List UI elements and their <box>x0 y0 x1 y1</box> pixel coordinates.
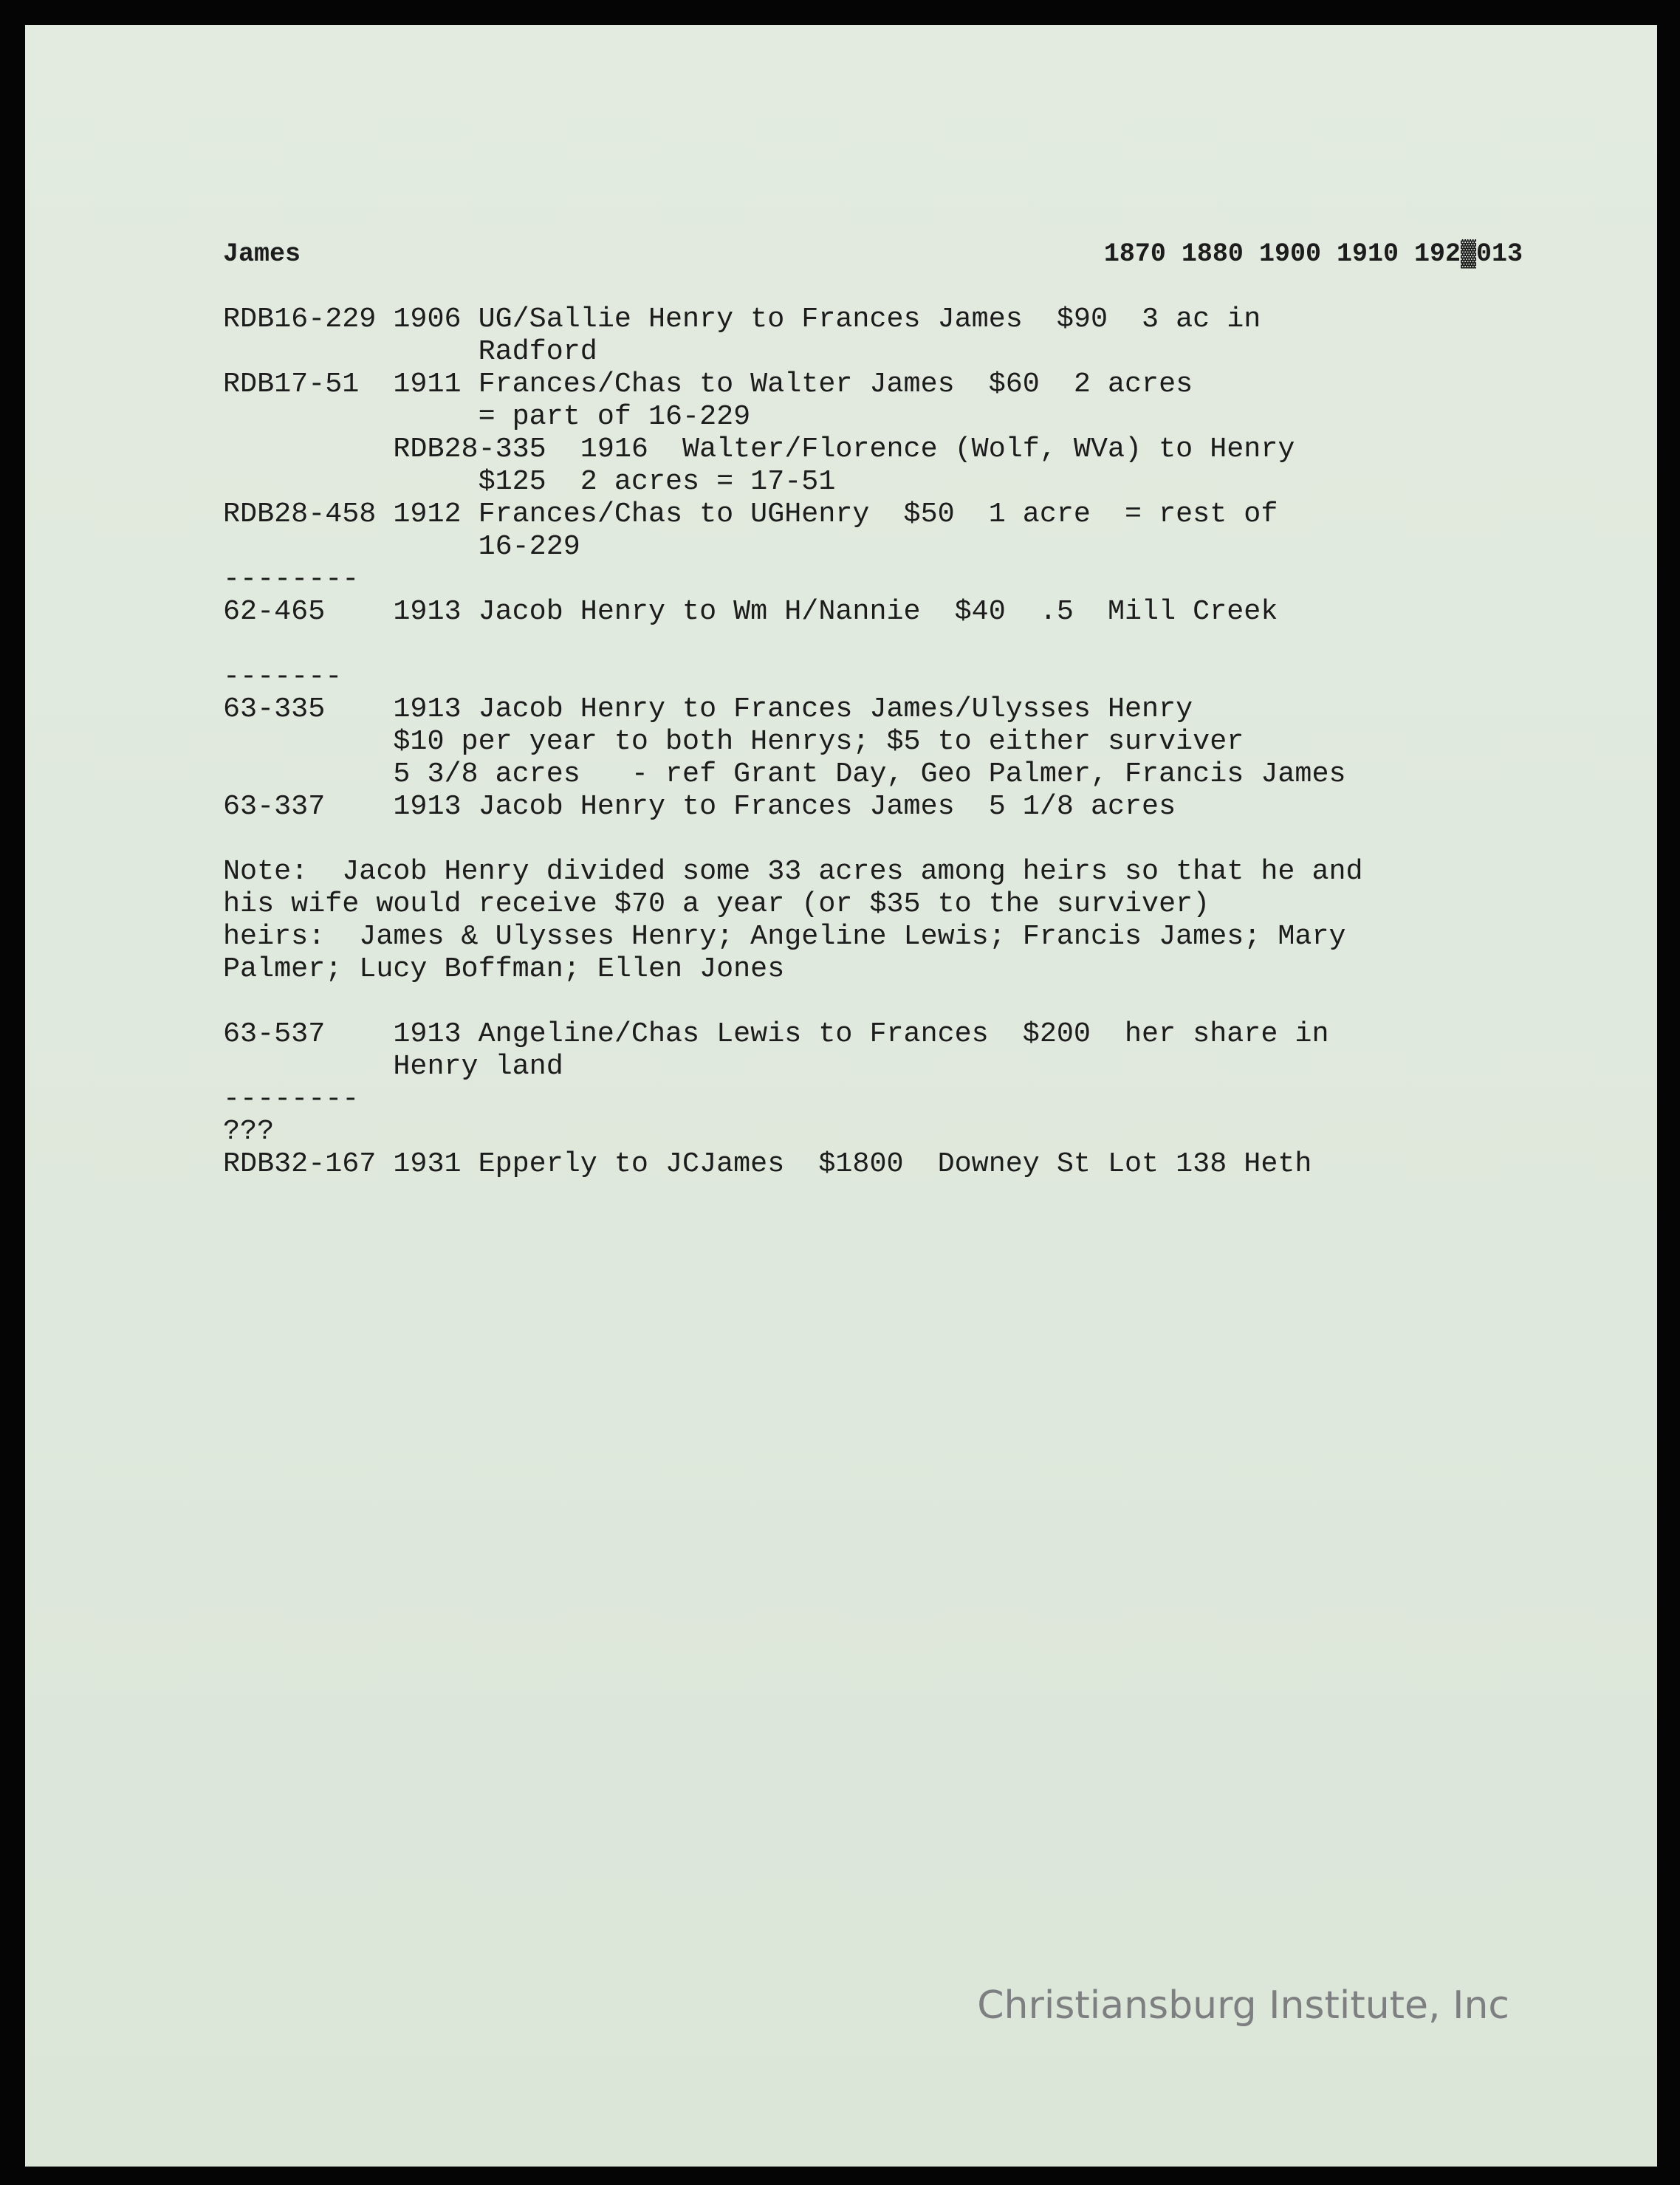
paper-sheet <box>25 25 1657 2167</box>
note-paragraph <box>223 855 1523 985</box>
separator-line: -------- <box>223 563 360 595</box>
entry-line: RDB16-229 1906 UG/Sallie Henry to Frances James $90 3 ac in <box>223 303 1261 335</box>
deed-entries-1 <box>223 303 1523 628</box>
spacer <box>223 270 1523 303</box>
separator-line: -------- <box>223 1083 360 1115</box>
entry-line: Radford <box>223 335 597 368</box>
document-header <box>223 238 1523 270</box>
watermark: Christiansburg Institute, Inc <box>977 1983 1509 2028</box>
entry-line: RDB32-167 1931 Epperly to JCJames $1800 Downey St Lot 138 Heth <box>223 1148 1312 1180</box>
entry-line: = part of 16-229 <box>223 400 751 433</box>
entry-line: RDB28-335 1916 Walter/Florence (Wolf, WVa) to Henry <box>223 433 1295 465</box>
entry-line: $10 per year to both Henrys; $5 to either surviver <box>223 725 1244 758</box>
entry-line: RDB17-51 1911 Frances/Chas to Walter James $60 2 acres <box>223 368 1193 400</box>
document-body <box>223 238 1523 1180</box>
note-line: Palmer; Lucy Boffman; Ellen Jones <box>223 953 785 985</box>
entry-line: 62-465 1913 Jacob Henry to Wm H/Nannie $40 .5 Mill Creek <box>223 595 1278 628</box>
deed-entries-3 <box>223 1018 1523 1180</box>
family-name: James <box>223 239 301 269</box>
entry-line: $125 2 acres = 17-51 <box>223 465 836 498</box>
entry-line: RDB28-458 1912 Frances/Chas to UGHenry $50 1 acre = rest of <box>223 498 1278 530</box>
deed-entries-2 <box>223 660 1523 823</box>
separator-line: ------- <box>223 660 343 693</box>
spacer <box>223 628 1523 660</box>
entry-line: 5 3/8 acres - ref Grant Day, Geo Palmer, Francis James <box>223 758 1346 790</box>
entry-line: 16-229 <box>223 530 580 563</box>
census-years: 1870 1880 1900 1910 192▓013 <box>1103 239 1523 269</box>
unknown-marker: ??? <box>223 1115 275 1148</box>
entry-line: 63-337 1913 Jacob Henry to Frances James 5 1/8 acres <box>223 790 1176 823</box>
note-line: his wife would receive $70 a year (or $35 to the surviver) <box>223 888 1210 920</box>
note-line: heirs: James & Ulysses Henry; Angeline Lewis; Francis James; Mary <box>223 920 1346 953</box>
entry-line: 63-335 1913 Jacob Henry to Frances James/Ulysses Henry <box>223 693 1193 725</box>
entry-line: 63-537 1913 Angeline/Chas Lewis to Frances $200 her share in <box>223 1018 1329 1050</box>
note-line: Note: Jacob Henry divided some 33 acres among heirs so that he and <box>223 855 1363 888</box>
spacer <box>223 823 1523 855</box>
entry-line: Henry land <box>223 1050 563 1083</box>
spacer <box>223 985 1523 1018</box>
